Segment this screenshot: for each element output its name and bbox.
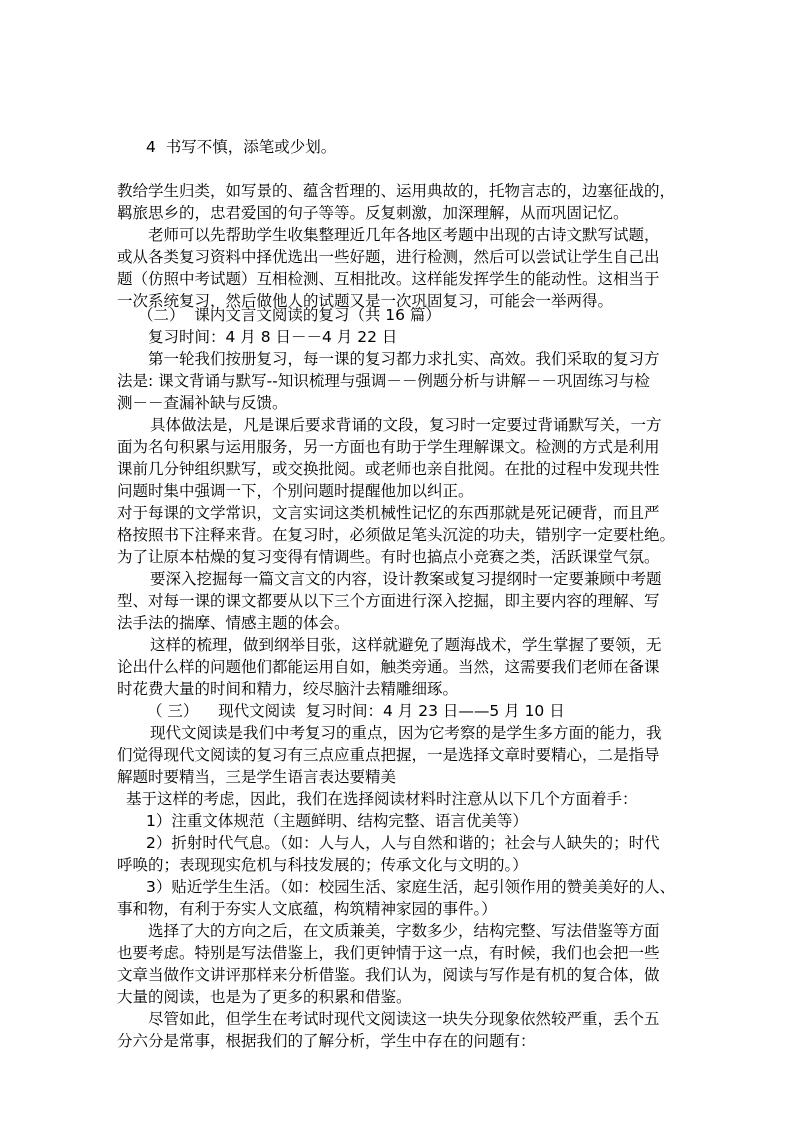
paragraph-line: 大量的阅读，也是为了更多的积累和借鉴。 <box>117 988 412 1006</box>
section-heading: （ 三） 现代文阅读 复习时间：4 月 23 日——5 月 10 日 <box>147 702 565 720</box>
paragraph-line: 为了让原本枯燥的复习变得有情调些。有时也搞点小竞赛之类，活跃课堂气氛。 <box>117 548 660 566</box>
list-item-2-continued: 呼唤的；表现现实危机与科技发展的；传承文化与文明的。） <box>117 856 528 874</box>
paragraph-line: 分六分是常事，根据我们的了解分析，学生中存在的问题有： <box>117 1032 536 1050</box>
paragraph-line: 教给学生归类，如写景的、蕴含哲理的、运用典故的，托物言志的，边塞征战的， <box>117 182 676 200</box>
paragraph-line: 具体做法是，凡是课后要求背诵的文段，复习时一定要过背诵默写关，一方 <box>150 416 662 434</box>
paragraph-line: 选择了大的方向之后，在文质兼美，字数多少，结构完整、写法借鉴等方面 <box>148 922 660 940</box>
list-item-3-continued: 事和物，有利于夯实人文底蕴，构筑精神家园的事件。） <box>117 900 497 918</box>
list-item-2: 2）折射时代气息。（如：人与人，人与自然和谐的；社会与人缺失的；时代 <box>146 834 660 852</box>
list-item-1: 1）注重文体规范（主题鲜明、结构完整、语言优美等） <box>146 812 528 830</box>
paragraph-line: 格按照书下注释来背。在复习时，必须做足笔头沉淀的功夫，错别字一定要杜绝。 <box>117 526 676 544</box>
paragraph-line: 羁旅思乡的，忠君爱国的句子等等。反复刺激，加深理解，从而巩固记忆。 <box>117 204 629 222</box>
paragraph-line: 课前几分钟组织默写，或交换批阅。或老师也亲自批阅。在批的过程中发现共性 <box>117 460 660 478</box>
paragraph-line: 面为名句积累与运用服务，另一方面也有助于学生理解课文。检测的方式是利用 <box>117 438 660 456</box>
paragraph-line: 论出什么样的问题他们都能运用自如，触类旁通。当然，这需要我们老师在备课 <box>117 658 660 676</box>
section-heading: （二） 课内文言文阅读的复习（共 16 篇） <box>138 306 441 324</box>
paragraph-line: 测－－查漏补缺与反馈。 <box>117 394 288 412</box>
review-time: 复习时间：4 月 8 日－－4 月 22 日 <box>148 328 398 346</box>
paragraph-line: 解题时要精当，三是学生语言表达要精美 <box>117 768 397 786</box>
paragraph-line: 文章当做作文讲评那样来分析借鉴。我们认为，阅读与写作是有机的复合体，做 <box>117 966 660 984</box>
paragraph-line: 问题时集中强调一下，个别问题时提醒他加以纠正。 <box>117 482 474 500</box>
paragraph-line: 基于这样的考虑，因此，我们在选择阅读材料时注意从以下几个方面着手： <box>126 790 638 808</box>
paragraph-line: 对于每课的文学常识，文言实词这类机械性记忆的东西那就是死记硬背，而且严 <box>117 504 660 522</box>
paragraph-line: 型、对每一课的课文都要从以下三个方面进行深入挖掘，即主要内容的理解、写 <box>117 592 660 610</box>
list-item-3: 3）贴近学生生活。（如：校园生活、家庭生活，起引领作用的赞美美好的人、 <box>146 878 676 896</box>
paragraph-line: 老师可以先帮助学生收集整理近几年各地区考题中出现的古诗文默写试题， <box>148 226 660 244</box>
paragraph-line: 也要考虑。特别是写法借鉴上，我们更钟情于这一点，有时候，我们也会把一些 <box>117 944 660 962</box>
paragraph-line: 们觉得现代文阅读的复习有三点应重点把握，一是选择文章时要精心，二是指导 <box>117 746 660 764</box>
paragraph-line: 或从各类复习资料中择优选出一些好题，进行检测，然后可以尝试让学生自己出 <box>117 248 660 266</box>
paragraph-line: 这样的梳理，做到纲举目张，这样就避免了题海战术，学生掌握了要领，无 <box>150 636 662 654</box>
paragraph-line: 题（仿照中考试题）互相检测、互相批改。这样能发挥学生的能动性。这相当于 <box>117 270 660 288</box>
paragraph-line: 一次系统复习，然后做他人的试题又是一次巩固复习，可能会一举两得。 <box>117 292 614 310</box>
paragraph-line: 要深入挖掘每一篇文言文的内容，设计教案或复习提纲时一定要兼顾中考题 <box>150 570 662 588</box>
list-item-4: 4 书写不慎，添笔或少划。 <box>146 138 337 156</box>
paragraph-line: 第一轮我们按册复习，每一课的复习都力求扎实、高效。我们采取的复习方 <box>148 350 660 368</box>
paragraph-line: 法是: 课文背诵与默写--知识梳理与强调－－例题分析与讲解－－巩固练习与检 <box>117 372 650 390</box>
paragraph-line: 法手法的揣摩、情感主题的体会。 <box>117 614 350 632</box>
paragraph-line: 尽管如此，但学生在考试时现代文阅读这一块失分现象依然较严重，丢个五 <box>148 1010 660 1028</box>
paragraph-line: 现代文阅读是我们中考复习的重点，因为它考察的是学生多方面的能力，我 <box>150 724 662 742</box>
paragraph-line: 时花费大量的时间和精力，绞尽脑汁去精雕细琢。 <box>117 680 459 698</box>
